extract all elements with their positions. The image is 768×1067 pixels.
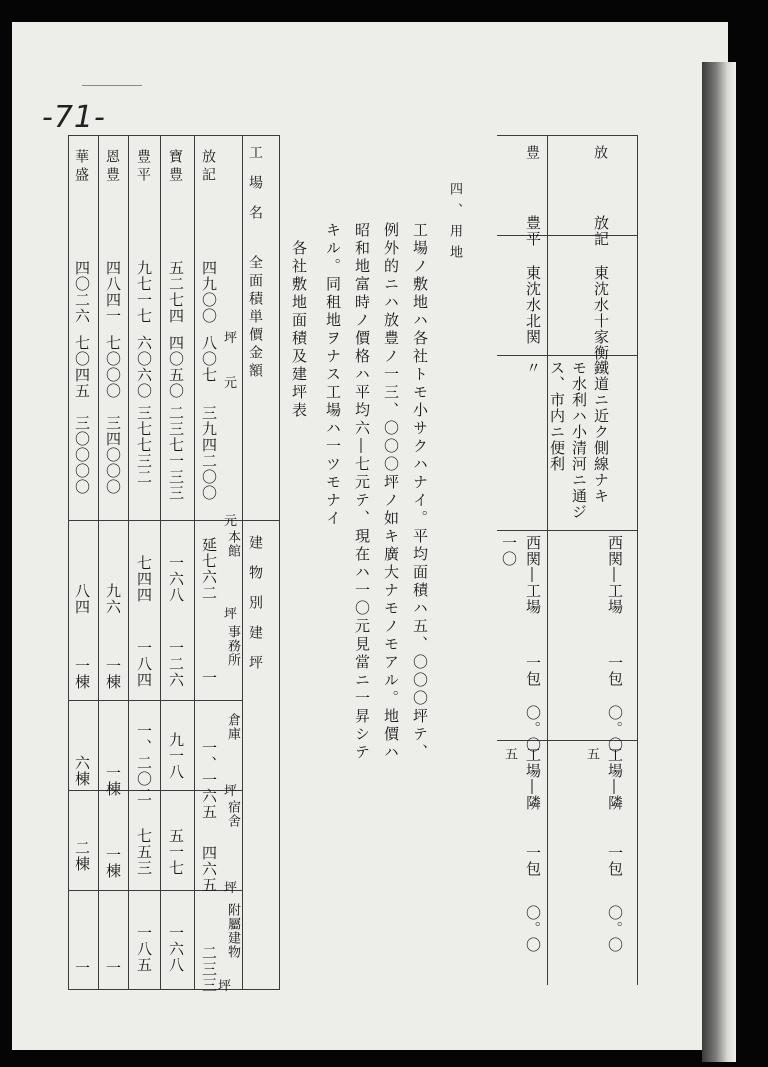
- right-row-divider: [497, 355, 637, 356]
- cell-dorm: 一棟: [104, 847, 122, 879]
- cell-price: 七〇四五: [73, 335, 91, 399]
- cell-warehouse: 一、二〇二: [135, 723, 153, 803]
- unit-tsubo: 坪: [224, 331, 238, 346]
- cell-area: 九七一七: [135, 260, 153, 324]
- right-header-left: 放: [592, 145, 608, 163]
- text-line: 例外的ニハ放豊ノ一三、〇〇〇坪ノ如キ廣大ナモノモアル。地價ハ: [382, 222, 400, 762]
- document-page: [12, 22, 728, 1050]
- row-name: 華盛: [73, 149, 89, 185]
- cell-main: 七四四: [135, 555, 153, 603]
- header-dorm: 宿舍: [225, 800, 240, 828]
- right-row-divider: [497, 235, 637, 236]
- table-col-divider: [242, 135, 243, 990]
- text-line: 昭和地富時ノ價格ハ平均六―七元テ、現在ハ一〇元見當ニ一昇シテ: [353, 222, 371, 762]
- cell-amount: 三〇〇〇〇: [73, 415, 91, 495]
- right-row-name: 豊平: [524, 215, 542, 247]
- right-pack: 一包: [524, 655, 542, 687]
- table-right-border: [279, 135, 280, 990]
- cell-warehouse: 一棟: [104, 765, 122, 797]
- row-name: 豊平: [135, 149, 151, 185]
- right-header-right: 豊: [524, 145, 540, 163]
- cell-amount: 三九四二〇〇: [200, 405, 218, 501]
- row-name: 寶豊: [167, 149, 183, 185]
- cell-warehouse: 一、一六五: [200, 740, 218, 820]
- cell-dorm: 五一七: [167, 828, 185, 876]
- top-rule: [82, 85, 142, 86]
- right-water: モ水利ハ小清河ニ通ジ: [570, 360, 588, 520]
- cell-office: 一棟: [73, 658, 91, 690]
- unit-tsubo: 坪: [224, 607, 238, 622]
- right-number: 〇。〇: [524, 905, 542, 953]
- right-row-divider: [497, 530, 637, 531]
- cell-office: 一: [200, 670, 218, 686]
- right-row-name: 放記: [592, 215, 610, 247]
- cell-other: 一八五: [135, 925, 153, 973]
- right-location: 東沈水北関: [524, 265, 542, 345]
- header-buildings: 建物別建坪: [247, 535, 263, 685]
- header-factory-name: 工場名: [247, 145, 263, 235]
- unit-yen: 元: [224, 376, 238, 391]
- cell-price: 七〇〇〇: [104, 335, 122, 399]
- table-caption: 各社敷地面積及建坪表: [290, 240, 308, 420]
- right-value: 一〇: [500, 535, 518, 567]
- unit-yen: 元: [224, 514, 238, 529]
- cell-area: 四〇二六: [73, 260, 91, 324]
- table-row-divider: [68, 520, 280, 521]
- table-bottom-border: [68, 989, 280, 990]
- right-number: 〇。〇: [606, 705, 624, 753]
- right-continuation-table: [497, 135, 697, 985]
- right-number: 〇。〇: [606, 905, 624, 953]
- table-col-divider: [128, 135, 129, 990]
- right-number: 〇。〇: [524, 705, 542, 753]
- right-index: 五: [584, 747, 599, 761]
- right-note: 〃: [524, 360, 542, 376]
- right-top-border: [497, 135, 637, 136]
- cell-price: 六〇六〇: [135, 335, 153, 399]
- cell-main: 延七六二: [200, 537, 218, 601]
- right-note: 鐵道ニ近ク側線ナキ: [592, 360, 610, 504]
- cell-area: 五二七四: [167, 260, 185, 324]
- cell-amount: 二三七一三三: [167, 405, 185, 501]
- unit-tsubo: 坪: [218, 979, 232, 994]
- cell-area: 四八四一: [104, 260, 122, 324]
- cell-amount: 三四〇〇〇: [104, 415, 122, 495]
- header-main: 本館: [225, 530, 240, 558]
- page-edge-shadow: [702, 62, 736, 1062]
- right-neighbor: 西関―工場: [606, 535, 624, 615]
- cell-other: 一: [73, 960, 91, 976]
- table-col-divider: [194, 135, 195, 990]
- header-office: 事務所: [225, 625, 240, 667]
- unit-tsubo: 坪: [224, 881, 238, 896]
- right-pack: 工場―隣: [606, 747, 624, 811]
- cell-dorm: 二棟: [73, 840, 91, 872]
- cell-other: 一: [104, 960, 122, 976]
- table-row-divider: [68, 700, 242, 701]
- cell-warehouse: 九一八: [167, 732, 185, 780]
- header-total-area-price: 全面積単價金額: [247, 255, 263, 381]
- table-col-divider: [160, 135, 161, 990]
- table-col-divider: [98, 135, 99, 990]
- cell-dorm: 七五三: [135, 828, 153, 876]
- cell-price: 四〇五〇: [167, 335, 185, 399]
- right-pack: 工場―隣: [524, 747, 542, 811]
- right-location: 東沈水十家衡: [592, 265, 610, 361]
- right-pack: 一包: [606, 845, 624, 877]
- unit-tsubo: 坪: [224, 784, 238, 799]
- row-name: 恩豊: [104, 149, 120, 185]
- cell-other: 一六八: [167, 925, 185, 973]
- row-name: 放記: [200, 149, 216, 185]
- table-top-border: [68, 135, 280, 136]
- section-heading: 四、用地: [447, 182, 462, 266]
- text-line: 工場ノ敷地ハ各社トモ小サクハナイ。平均面積ハ五、〇〇〇坪テ、: [411, 222, 429, 762]
- cell-amount: 三七七三二: [135, 405, 153, 485]
- cell-area: 四九〇〇: [200, 260, 218, 324]
- cell-office: 一棟: [104, 658, 122, 690]
- right-index: 五: [502, 747, 517, 761]
- cell-price: 八〇七: [200, 335, 218, 383]
- cell-main: 一六八: [167, 555, 185, 603]
- right-neighbor: 西関―工場: [524, 535, 542, 615]
- right-market: ス、市内ニ便利: [548, 360, 566, 472]
- text-line: キル。同租地ヲナス工場ハ一ツモナイ: [324, 222, 342, 528]
- page-number: -71-: [42, 100, 106, 135]
- cell-dorm: 四六五: [200, 845, 218, 893]
- table-left-border: [68, 135, 69, 990]
- cell-main: 八四: [73, 583, 91, 615]
- cell-office: 一二六: [167, 640, 185, 688]
- header-warehouse: 倉庫: [225, 713, 240, 741]
- cell-office: 一八四: [135, 640, 153, 688]
- right-col-divider: [547, 135, 548, 985]
- cell-main: 九六: [104, 583, 122, 615]
- header-other: 附屬建物: [225, 903, 240, 959]
- cell-warehouse: 六棟: [73, 755, 91, 787]
- right-col-divider: [637, 135, 638, 985]
- right-pack: 一包: [606, 655, 624, 687]
- cell-other: 二三三: [200, 945, 218, 993]
- right-pack: 一包: [524, 845, 542, 877]
- site-area-table: [68, 135, 280, 994]
